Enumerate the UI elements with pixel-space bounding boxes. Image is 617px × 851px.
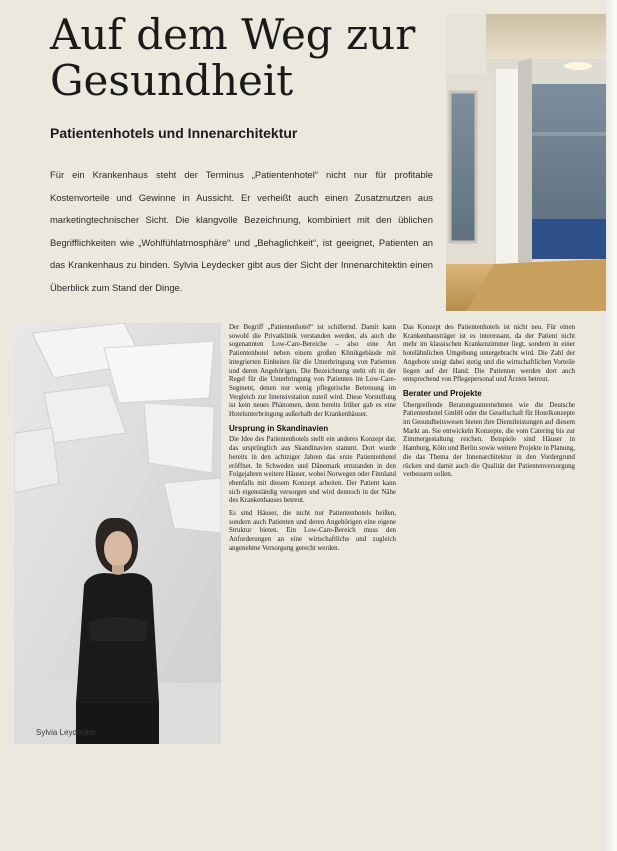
- body-column-left: [229, 324, 396, 558]
- section-heading: Ursprung in Skandinavien: [229, 423, 329, 433]
- paragraph: Die Idee des Patientenhotels stellt ein anderes Konzept dar, das ursprünglich aus Skandinavien stammt. Dort wurde bereits in den achtziger Jahren das erste Patientenhotel eröffnet. In Schweden und Dänemark entstanden in den Folgejahren weitere Häuser, wobei Norwegen oder Finnland ebenfalls mit diesem Konzept arbeiten. Der Patient kann sich eigenständig versorgen und wird dennoch in der Nähe des Krankenhauses betreut.: [229, 436, 396, 505]
- body-column-right: [403, 324, 575, 484]
- corridor-door-photo: [446, 14, 606, 311]
- portrait-image: [14, 323, 221, 744]
- paragraph: Es sind Häuser, die nicht nur Patientenhotels heißen, sondern auch Patienten und deren Angehörigen eine eigene Struktur bieten. Ein Low-Care-Bereich muss den Anforderungen an eine wirtschaftliche und zugleich angenehme Versorgung gerecht werden.: [229, 510, 396, 552]
- paragraph: Der Begriff „Patientenhotel“ ist schillernd. Damit kann sowohl die Privatklinik verstanden werden, als auch die sogenannten Low-Care-Bereiche – also eine Art Patientenhotel neben einem großen Klinikgebäude mit integrierten Einheiten für die Unterbringung von Patienten und deren Angehörigen. Die Bezeichnung steht oft in der Regel für die Unterbringung von Patienten im Low-Care-Segment, denen nur wenig pflegerische Betreuung im Vergleich zur Intensivstation zuteil wird. Diese Vorstellung ist kein neues Phänomen, denn bereits früher gab es eine Hotelunterbringung außerhalb der Krankenhäuser.: [229, 324, 396, 419]
- section-heading: Berater und Projekte: [403, 388, 482, 398]
- portrait-photo: [14, 323, 221, 744]
- paragraph: Das Konzept des Patientenhotels ist nicht neu. Für einen Krankenhausträger ist es interessant, da der Patient nicht mehr im klassischen Krankenzimmer liegt, sondern in einer hotelähnlichen Umgebung untergebracht wird. Die Zahl der Angebote steigt dabei stetig und die wirtschaftlichen Vorteile liegen auf der Hand. Die Patienten werden dort auch entsprechend von Pflegepersonal und Ärzten betreut.: [403, 324, 575, 384]
- article-subtitle: Patientenhotels und Innenarchitektur: [50, 125, 298, 141]
- corridor-door-image: [446, 14, 606, 311]
- paragraph: Übergreifende Beratungsunternehmen wie die Deutsche Patientenhotel GmbH oder die Gesellschaft für Hotelkonzepte im Gesundheitswesen bieten ihre Dienstleistungen auf diesem Markt an. Sie entwickeln Konzepte, die vom Catering bis zur Zimmergestaltung reichen. Beispiele sind Häuser in Hamburg, Köln und Berlin sowie weitere Projekte in Planung, die das Thema der Innenarchitektur in den Vordergrund rücken und damit auch die Qualität der Patientenversorgung verbessern sollen.: [403, 401, 575, 479]
- article-title: Auf dem Weg zur Gesundheit: [50, 10, 416, 105]
- article-intro: Für ein Krankenhaus steht der Terminus „Patientenhotel“ nicht nur für profitable Kostenvorteile und Gewinne in Aussicht. Er verheißt auch einen Zusatznutzen aus marketingtechnischer Sicht. Die klangvolle Bezeichnung, kombiniert mit den üblichen Begrifflichkeiten wie „Wohlfühlatmosphäre“ und „Behaglichkeit“, ist geeignet, Patienten an das Krankenhaus zu binden. Sylvia Leydecker gibt aus der Sicht der Innenarchitektin einen Überblick zum Stand der Dinge.: [50, 169, 433, 293]
- photo-caption: Sylvia Leydecker: [36, 728, 97, 737]
